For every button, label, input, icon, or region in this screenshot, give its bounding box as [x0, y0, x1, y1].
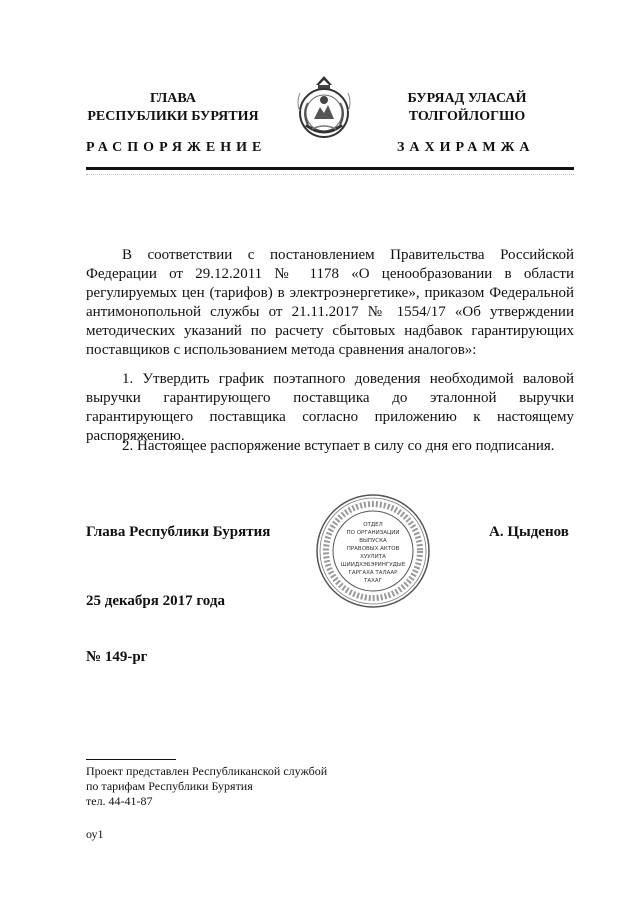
stamp-line: ПО ОРГАНИЗАЦИИ [346, 530, 400, 536]
document-type-title-buryat: ЗАХИРАМЖА [397, 140, 535, 155]
header-left-line1: ГЛАВА [150, 91, 196, 106]
preamble-paragraph: В соответствии с постановлением Правительства Российской Федерации от 29.12.2011 № 1178 «О ценообразовании в области регулируемых цен (тарифов) в электроэнергетике», приказом Федеральной антимонопольной службы от 21.11.2017 № 1554/17 «Об утверждении методических указаний по расчету сбытовых надбавок гарантирующих поставщиков с использованием метода сравнения аналогов»: [86, 247, 574, 358]
header-right-line2: ТОЛГОЙЛОГШО [408, 109, 526, 124]
header-right [382, 90, 552, 126]
header-dotted-line [86, 174, 574, 177]
stamp-line: ХУУЛИТА [360, 554, 386, 560]
header-left [78, 90, 268, 126]
clause-1-paragraph: 1. Утвердить график поэтапного доведения необходимой валовой выручки гарантирующего поставщика до эталонной выручки гарантирующего поставщика согласно приложению к настоящему распоряжению. [86, 371, 574, 444]
republic-coat-of-arms-icon [294, 73, 354, 145]
header-left-line2: РЕСПУБЛИКИ БУРЯТИЯ [87, 109, 259, 124]
executor-code: оу1 [86, 827, 104, 841]
stamp-line: ВЫПУСКА [359, 538, 387, 544]
clause-2-paragraph: 2. Настоящее распоряжение вступает в силу со дня его подписания. [122, 438, 555, 454]
stamp-line: ГАРГАХА ТАЛААР [348, 570, 398, 576]
footnote-line2: по тарифам Республики Бурятия [86, 779, 253, 793]
document-type-title: РАСПОРЯЖЕНИЕ [86, 140, 267, 155]
header-divider [86, 167, 574, 170]
document-number: № 149-рг [86, 649, 148, 665]
stamp-line: ОТДЕЛ [363, 522, 383, 528]
stamp-line: ТАХАГ [363, 578, 383, 584]
official-seal-icon [314, 492, 432, 610]
signatory-name: А. Цыденов [489, 524, 569, 540]
footnote [86, 764, 327, 809]
footnote-line1: Проект представлен Республиканской службой [86, 764, 328, 778]
header-right-line1: БУРЯАД УЛАСАЙ [407, 91, 527, 106]
stamp-line: ПРАВОВЫХ АКТОВ [346, 546, 400, 552]
document-date: 25 декабря 2017 года [86, 593, 225, 609]
footnote-divider [86, 759, 176, 760]
stamp-line: ШИИДХЭБЭРИНГУДЫЕ [340, 562, 406, 568]
footnote-phone: тел. 44-41-87 [86, 794, 153, 808]
signatory-position: Глава Республики Бурятия [86, 524, 271, 540]
